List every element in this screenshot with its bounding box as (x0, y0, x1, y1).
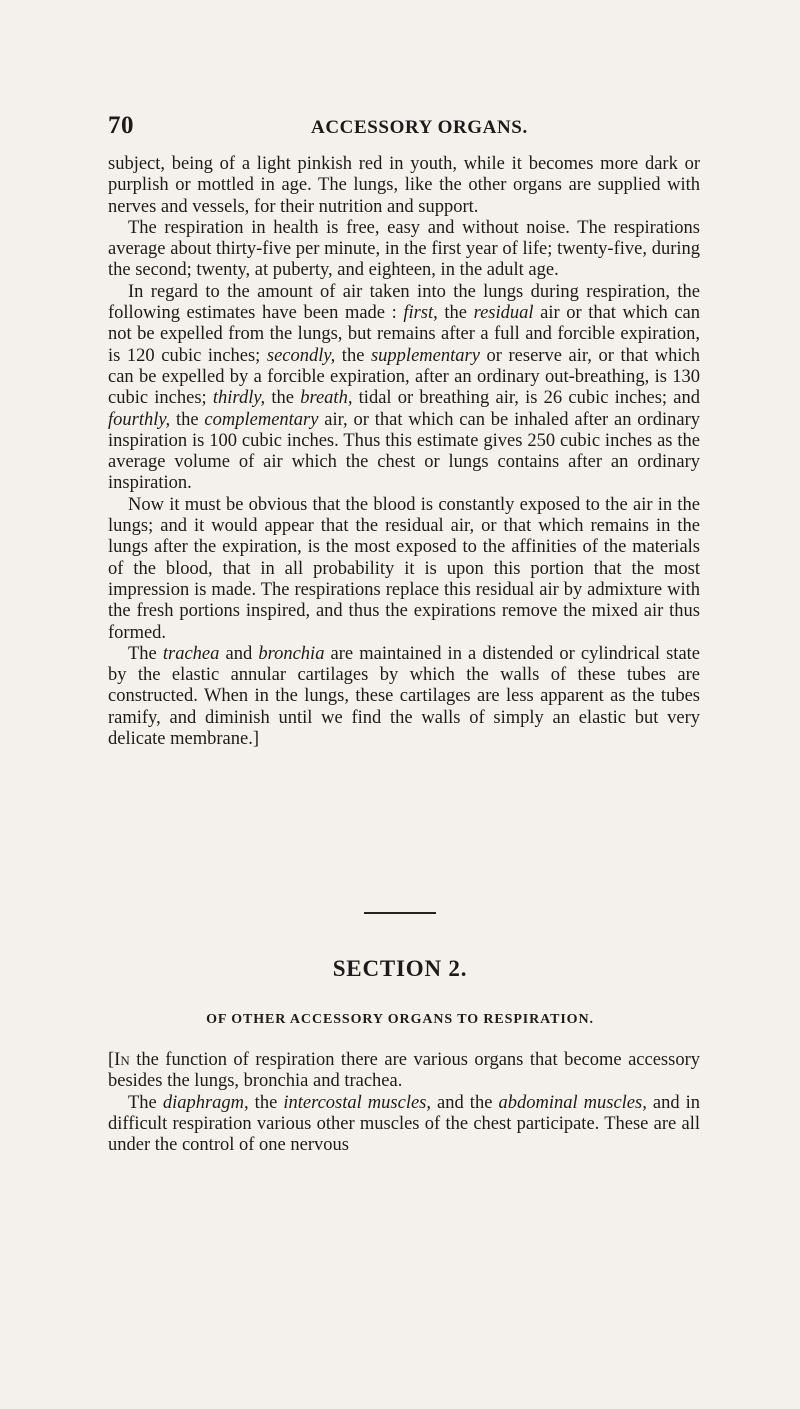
text-segment: and (219, 643, 259, 664)
paragraph-5 (108, 644, 700, 750)
italic-term: fourthly, (108, 409, 171, 430)
paragraph-2: The respiration in health is free, easy and without noise. The respirations average about thirty-five per minute, in the first year of life; twenty-five, during the second; twenty, at puberty, and eighteen, in the adult age. (108, 217, 700, 281)
paragraph-1: subject, being of a light pinkish red in youth, while it becomes more dark or purplish or mottled in age. The lungs, like the other organs are supplied with nerves and vessels, for their nutrition and support. (108, 154, 700, 217)
text-segment: The (128, 643, 163, 664)
section-text (108, 1050, 700, 1156)
page-header (108, 112, 700, 144)
text-segment: the function of respiration there are various organs that become accessory besides the lungs, bronchia and trachea. (108, 1050, 700, 1092)
section-paragraph-2 (108, 1093, 700, 1157)
smallcaps-lead: In (114, 1050, 130, 1070)
section-title: SECTION 2. (332, 956, 468, 981)
italic-term: complementary (204, 409, 319, 430)
main-text (108, 154, 700, 750)
section-divider (364, 912, 436, 914)
text-segment: air, or that which can be inhaled after an ordinary inspiration is 100 cubic inches. Thus this estimate gives 250 cubic inches as the average volume of air which the chest or lungs contains after an ordinary inspiration. (108, 409, 700, 494)
text-segment: the (170, 409, 205, 430)
italic-term: supplementary (370, 345, 480, 366)
italic-term: first, (403, 303, 438, 324)
text-segment: In regard to the amount of air taken into the lungs during respiration, the following estimates have been made : (108, 281, 700, 324)
text-segment: or reserve air, or that which can be expelled by a forcible expiration, after an ordinary out-breathing, is 130 cubic inches; (108, 345, 700, 409)
italic-term: diaphragm, (162, 1092, 249, 1113)
italic-term: trachea (162, 643, 220, 664)
text-segment: the (265, 388, 301, 409)
italic-term: abdominal muscles, (498, 1092, 647, 1113)
text-segment: and the (431, 1092, 499, 1113)
text-segment: tidal or breathing air, is 26 cubic inches; and (352, 388, 700, 409)
italic-term: secondly, (266, 345, 336, 366)
paragraph-4: Now it must be obvious that the blood is constantly exposed to the air in the lungs; and it would appear that the residual air, or that which remains in the lungs after the expiration, is the most exposed to the affinities of the materials of the blood, that in all probability it is upon this portion that the most impression is made. The respirations replace this residual air by admixture with the fresh portions inspired, and thus the expirations remove the mixed air thus formed. (108, 494, 700, 643)
text-segment: the (437, 303, 474, 324)
italic-term: residual (473, 303, 534, 324)
running-head: ACCESSORY ORGANS. (311, 117, 528, 138)
paragraph-3 (108, 282, 700, 495)
section-paragraph-1 (108, 1050, 700, 1093)
italic-term: breath, (300, 388, 353, 409)
text-segment: the (335, 345, 371, 366)
section-subtitle: OF OTHER ACCESSORY ORGANS TO RESPIRATION. (206, 1012, 594, 1027)
italic-term: bronchia (258, 643, 325, 664)
text-segment: are maintained in a distended or cylindrical state by the elastic annular cartilages by which the walls of these tubes are constructed. When in the lungs, these cartilages are less apparent as the tubes ramify, and diminish until we find the walls of simply an elastic but very delicate membrane.] (108, 643, 701, 750)
text-segment: the (248, 1092, 284, 1113)
text-segment: and in difficult respiration various other muscles of the chest participate. These are all under the control of one nervous (108, 1092, 701, 1156)
italic-term: intercostal muscles, (283, 1092, 432, 1113)
text-segment: The (128, 1092, 163, 1113)
text-segment: [ (108, 1050, 115, 1070)
italic-term: thirdly, (212, 388, 266, 409)
page-number: 70 (108, 112, 134, 139)
text-segment: air or that which can not be expelled from the lungs, but remains after a full and forcible expiration, is 120 cubic inches; (108, 303, 700, 366)
